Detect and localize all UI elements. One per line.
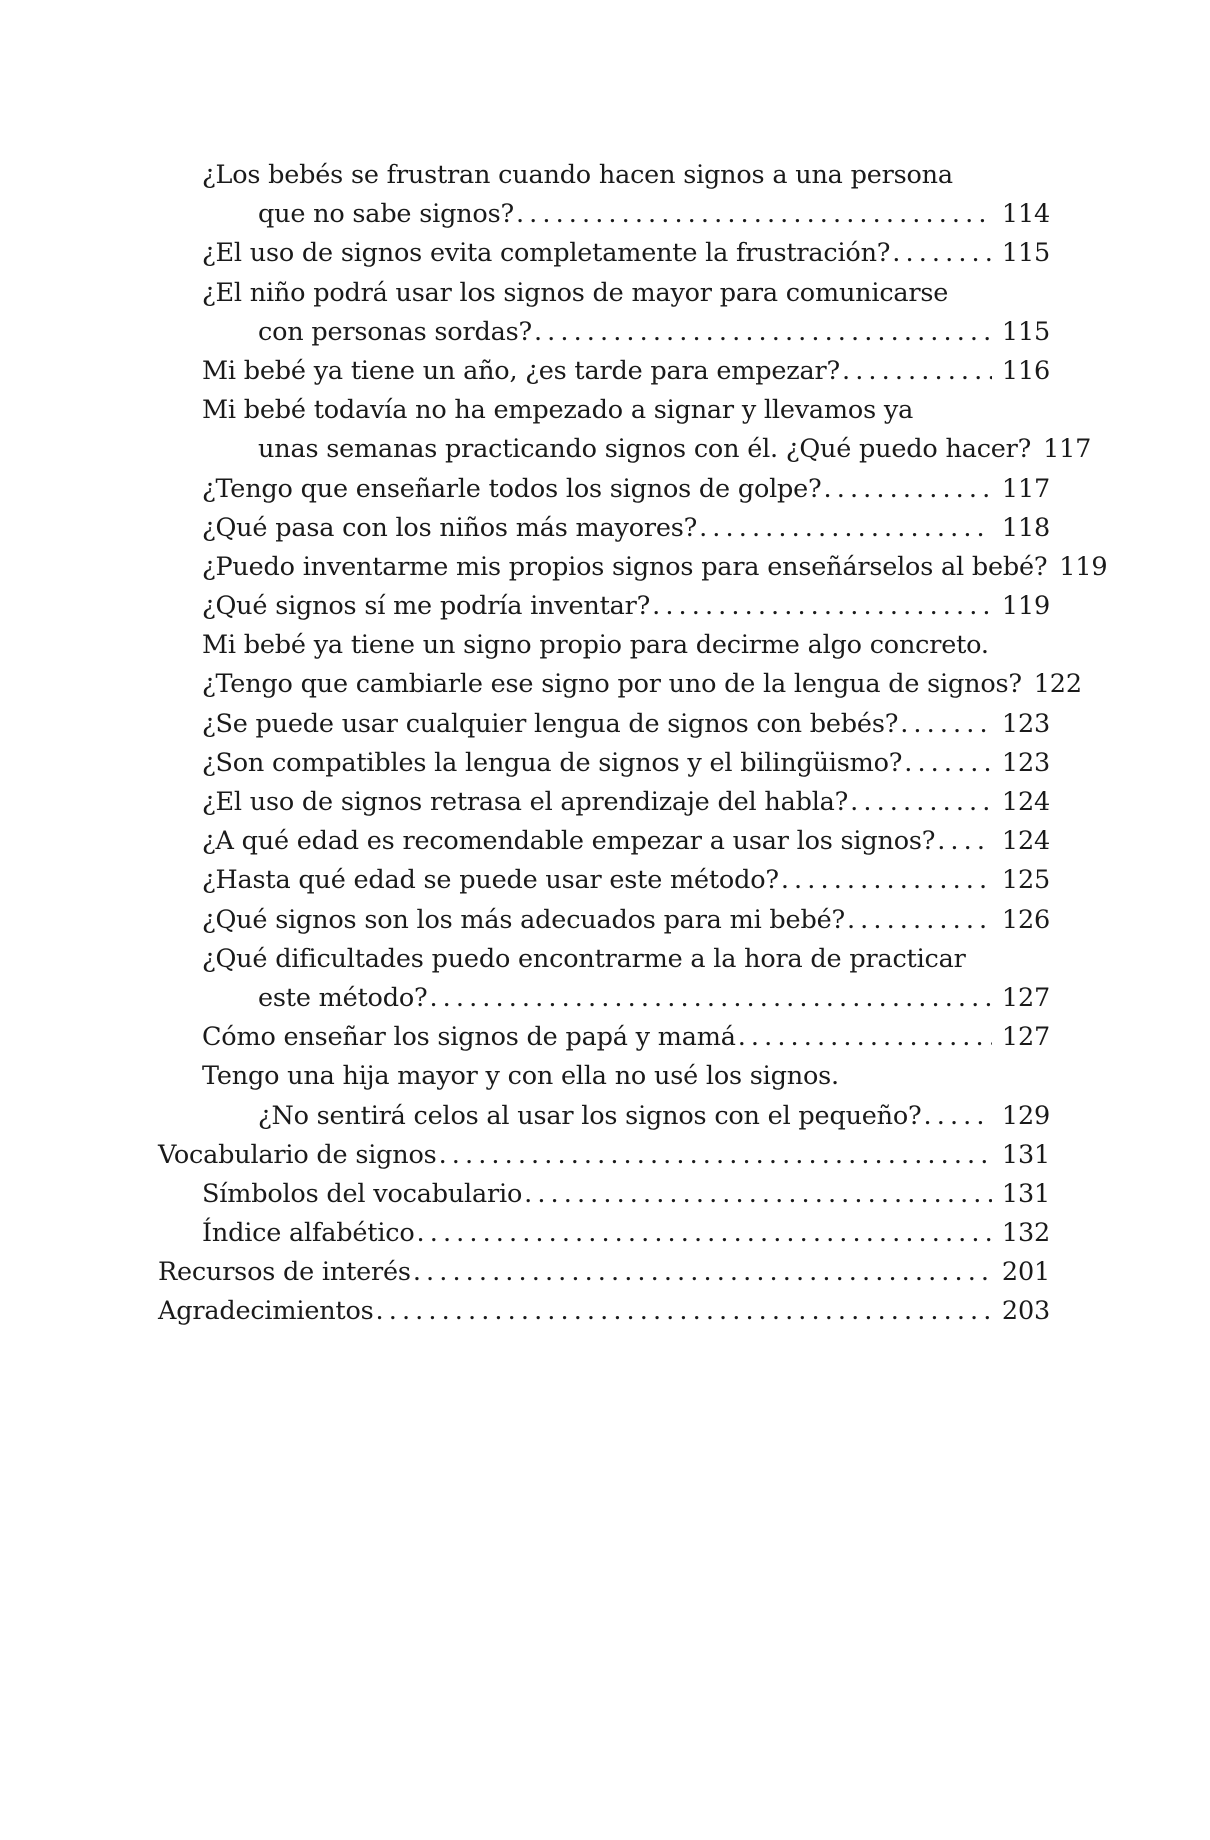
dot-leader	[937, 822, 992, 861]
toc-entry-title-cont: ¿Tengo que cambiarle ese signo por uno de la lengua de signos?	[202, 669, 1022, 700]
toc-entry-title: ¿Qué signos son los más adecuados para mi bebé?	[202, 904, 845, 935]
dot-leader	[842, 352, 992, 391]
toc-entry	[158, 156, 1050, 234]
toc-entry-title: ¿Hasta qué edad se puede usar este método?	[202, 865, 779, 896]
dot-leader	[429, 979, 992, 1018]
toc-entry-title: Recursos de interés	[158, 1257, 411, 1288]
dot-leader	[524, 1175, 992, 1214]
toc-page-number: 123	[1001, 747, 1050, 778]
toc-page-number: 131	[1001, 1178, 1050, 1209]
toc-entry-title: Mi bebé todavía no ha empezado a signar y llevamos ya	[202, 395, 914, 426]
toc-entry-title: ¿Puedo inventarme mis propios signos para enseñárselos al bebé?	[202, 551, 1048, 582]
toc-entry	[158, 391, 1092, 469]
dot-leader	[417, 1214, 992, 1253]
toc-entry-title: ¿El niño podrá usar los signos de mayor para comunicarse	[202, 277, 949, 308]
toc-entry-title: Agradecimientos	[158, 1296, 374, 1327]
toc-page-number: 116	[1001, 355, 1050, 386]
toc-entry	[158, 744, 1050, 783]
dot-leader	[904, 744, 992, 783]
toc-entry	[158, 1214, 1050, 1253]
dot-leader	[534, 313, 992, 352]
toc-page-number: 126	[1001, 904, 1050, 935]
toc-entry	[158, 548, 1108, 587]
dot-leader	[781, 861, 992, 900]
toc-entry-title-cont: que no sabe signos?	[258, 199, 514, 230]
toc-entry-title: ¿Qué dificultades puedo encontrarme a la hora de practicar	[202, 943, 966, 974]
toc-entry-title: ¿El uso de signos retrasa el aprendizaje del habla?	[202, 787, 849, 817]
dot-leader	[516, 195, 992, 234]
toc-page-number: 124	[1001, 787, 1050, 817]
toc-page-number: 124	[1001, 826, 1050, 857]
toc-entry	[158, 587, 1050, 626]
toc-entry	[158, 861, 1050, 900]
toc-entry	[158, 1018, 1050, 1057]
toc-entry	[158, 783, 1050, 822]
toc-entry-title: Índice alfabético	[202, 1218, 415, 1249]
toc-page-number: 122	[1033, 669, 1082, 700]
toc-entry-title-cont: unas semanas practicando signos con él. ¿Qué puedo hacer?	[258, 434, 1032, 465]
dot-leader	[376, 1292, 992, 1331]
table-of-contents	[158, 156, 1108, 1332]
dot-leader	[900, 705, 992, 744]
toc-entry-title-cont: este método?	[258, 982, 428, 1013]
toc-page-number: 118	[1001, 512, 1050, 543]
toc-entry	[158, 901, 1050, 940]
dot-leader	[847, 901, 992, 940]
toc-entry-title: Tengo una hija mayor y con ella no usé los signos.	[202, 1061, 839, 1092]
toc-page-number: 129	[1001, 1100, 1050, 1131]
toc-entry	[158, 940, 1050, 1018]
toc-entry-title: ¿Los bebés se frustran cuando hacen signos a una persona	[202, 160, 953, 190]
toc-page-number: 203	[1001, 1296, 1050, 1327]
toc-page-number: 131	[1001, 1139, 1050, 1170]
toc-entry	[158, 1175, 1050, 1214]
dot-leader	[439, 1136, 992, 1175]
dot-leader	[824, 470, 992, 509]
toc-page-number: 127	[1001, 1022, 1050, 1053]
toc-entry-title: ¿Se puede usar cualquier lengua de signos con bebés?	[202, 708, 899, 739]
toc-entry	[158, 705, 1050, 744]
toc-page-number: 119	[1001, 591, 1050, 622]
toc-page-number: 114	[1001, 199, 1050, 230]
toc-entry	[158, 509, 1050, 548]
toc-page-number: 117	[1043, 434, 1092, 465]
toc-entry	[158, 1057, 1050, 1135]
toc-page-number: 117	[1001, 473, 1050, 504]
dot-leader	[892, 234, 992, 273]
toc-entry-title: Cómo enseñar los signos de papá y mamá	[202, 1022, 736, 1053]
toc-entry-title: Mi bebé ya tiene un año, ¿es tarde para empezar?	[202, 355, 840, 386]
toc-page-number: 115	[1001, 316, 1050, 347]
dot-leader	[924, 1097, 992, 1136]
toc-page-number: 119	[1059, 551, 1108, 582]
toc-entry-title: ¿A qué edad es recomendable empezar a usar los signos?	[202, 826, 936, 857]
toc-entry-title: ¿Qué signos sí me podría inventar?	[202, 591, 651, 622]
toc-entry	[158, 274, 1050, 352]
dot-leader	[850, 783, 992, 822]
toc-entry-title-cont: con personas sordas?	[258, 316, 532, 347]
dot-leader	[699, 509, 992, 548]
dot-leader	[652, 587, 992, 626]
toc-entry-title: Vocabulario de signos	[158, 1139, 437, 1170]
toc-entry-title: Símbolos del vocabulario	[202, 1178, 523, 1209]
toc-page-number: 127	[1001, 982, 1050, 1013]
toc-entry	[158, 1253, 1050, 1292]
toc-entry	[158, 822, 1050, 861]
toc-entry	[158, 1136, 1050, 1175]
toc-entry	[158, 1292, 1050, 1331]
toc-page-number: 123	[1001, 708, 1050, 739]
toc-page-number: 125	[1001, 865, 1050, 896]
toc-entry-title: ¿Qué pasa con los niños más mayores?	[202, 512, 698, 543]
toc-page-number: 201	[1001, 1257, 1050, 1288]
toc-entry-title-cont: ¿No sentirá celos al usar los signos con el pequeño?	[258, 1100, 922, 1131]
toc-entry	[158, 626, 1082, 704]
toc-entry-title: ¿El uso de signos evita completamente la frustración?	[202, 238, 891, 269]
toc-entry-title: Mi bebé ya tiene un signo propio para decirme algo concreto.	[202, 630, 989, 661]
toc-entry	[158, 234, 1050, 273]
toc-entry-title: ¿Tengo que enseñarle todos los signos de golpe?	[202, 473, 822, 504]
dot-leader	[738, 1018, 992, 1057]
toc-page-number: 132	[1001, 1218, 1050, 1249]
dot-leader	[413, 1253, 992, 1292]
toc-entry	[158, 352, 1050, 391]
toc-page-number: 115	[1001, 238, 1050, 269]
toc-entry-title: ¿Son compatibles la lengua de signos y el bilingüismo?	[202, 747, 903, 778]
toc-entry	[158, 470, 1050, 509]
